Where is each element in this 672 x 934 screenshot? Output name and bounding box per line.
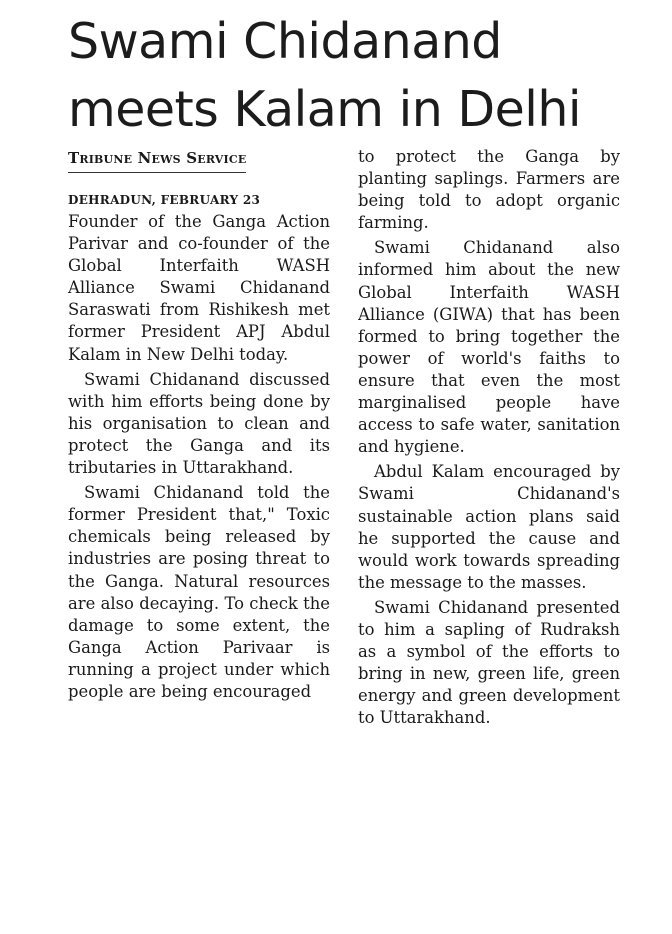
headline: Swami Chidanand meets Kalam in Delhi: [68, 13, 581, 138]
paragraph: Swami Chidanand also informed him about the new Global Interfaith WASH Alliance (GIWA) that has been formed to bring together the power of world's faiths to ensure that even the most marginalised people have access to safe water, sanitation and hygiene.: [358, 238, 620, 457]
paragraph: Abdul Kalam encouraged by Swami Chidanand's sustainable action plans said he supported the cause and would work towards spreading the message to the masses.: [358, 462, 620, 592]
paragraph: Swami Chidanand told the former President that," Toxic chemicals being released by industries are posing threat to the Ganga. Natural resources are also decaying. To check the damage to some extent, the Ganga Action Parivaar is running a project under which people are being encouraged: [68, 483, 330, 701]
paragraph: Founder of the Ganga Action Parivar and co-founder of the Global Interfaith WASH Alliance Swami Chidanand Saraswati from Rishikesh met former President APJ Abdul Kalam in New Delhi today.: [68, 212, 330, 364]
dateline: DEHRADUN, FEBRUARY 23: [68, 193, 261, 207]
paragraph: Swami Chidanand discussed with him efforts being done by his organisation to clean and protect the Ganga and its tributaries in Uttarakhand.: [68, 369, 330, 478]
paragraph: to protect the Ganga by planting saplings. Farmers are being told to adopt organic farming.: [358, 147, 620, 233]
article-column-left: [68, 146, 330, 703]
byline: Tribune News Service: [68, 146, 246, 173]
article-column-right: [358, 146, 620, 729]
paragraph: Swami Chidanand presented to him a sapling of Rudraksh as a symbol of the efforts to bring in new, green life, green energy and green development to Uttarakhand.: [358, 597, 620, 728]
